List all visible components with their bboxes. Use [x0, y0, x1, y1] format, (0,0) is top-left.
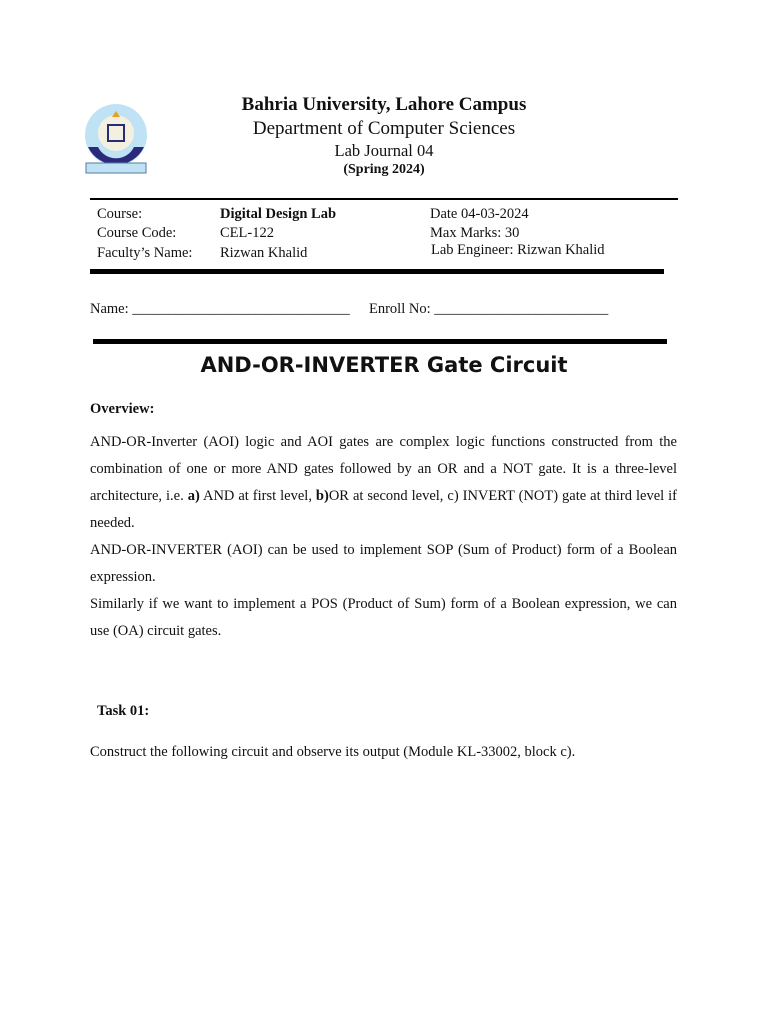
text: OR at second level, c) INVERT (NOT) gate at third level if needed.: [90, 488, 677, 531]
overview-paragraph-2: AND-OR-INVERTER (AOI) can be used to implement SOP (Sum of Product) form of a Boolean expression.: [90, 542, 677, 585]
overview-paragraph-3: Similarly if we want to implement a POS (Product of Sum) form of a Boolean expression, we can use (OA) circuit gates.: [90, 596, 677, 639]
enroll-field[interactable]: Enroll No: ________________________: [369, 301, 609, 317]
lab-journal-number: Lab Journal 04: [334, 141, 434, 160]
divider-top: [90, 198, 678, 200]
course-code-value: CEL-122: [220, 225, 274, 241]
course-label: Course:: [97, 206, 143, 222]
max-marks: Max Marks: 30: [430, 225, 520, 241]
task-heading: Task 01:: [97, 703, 150, 719]
date: Date 04-03-2024: [430, 206, 529, 222]
task-text: Construct the following circuit and observe its output (Module KL-33002, block c).: [90, 744, 576, 760]
faculty-value: Rizwan Khalid: [220, 245, 308, 261]
text: AND at first level,: [199, 488, 316, 504]
lab-engineer: Lab Engineer: Rizwan Khalid: [431, 242, 605, 258]
university-name: Bahria University, Lahore Campus: [241, 94, 527, 115]
faculty-label: Faculty’s Name:: [97, 245, 193, 261]
name-field[interactable]: Name: ______________________________: [90, 301, 350, 317]
divider-title: [93, 339, 667, 344]
overview-heading: Overview:: [90, 401, 155, 417]
text: b): [315, 488, 329, 504]
course-code-label: Course Code:: [97, 225, 177, 241]
term: (Spring 2024): [343, 162, 425, 177]
overview-paragraph-1: [90, 429, 677, 537]
text: a): [187, 488, 200, 504]
course-value: Digital Design Lab: [220, 206, 337, 222]
page-title: AND-OR-INVERTER Gate Circuit: [200, 353, 568, 377]
divider-info-bottom: [90, 269, 664, 274]
department-name: Department of Computer Sciences: [252, 118, 516, 139]
text: AND-OR-Inverter (AOI) logic and AOI gates are complex logic functions constructed from the combination of one or more AND gates followed by an OR and a NOT gate. It is a three-level architecture, i.e.: [90, 434, 677, 504]
